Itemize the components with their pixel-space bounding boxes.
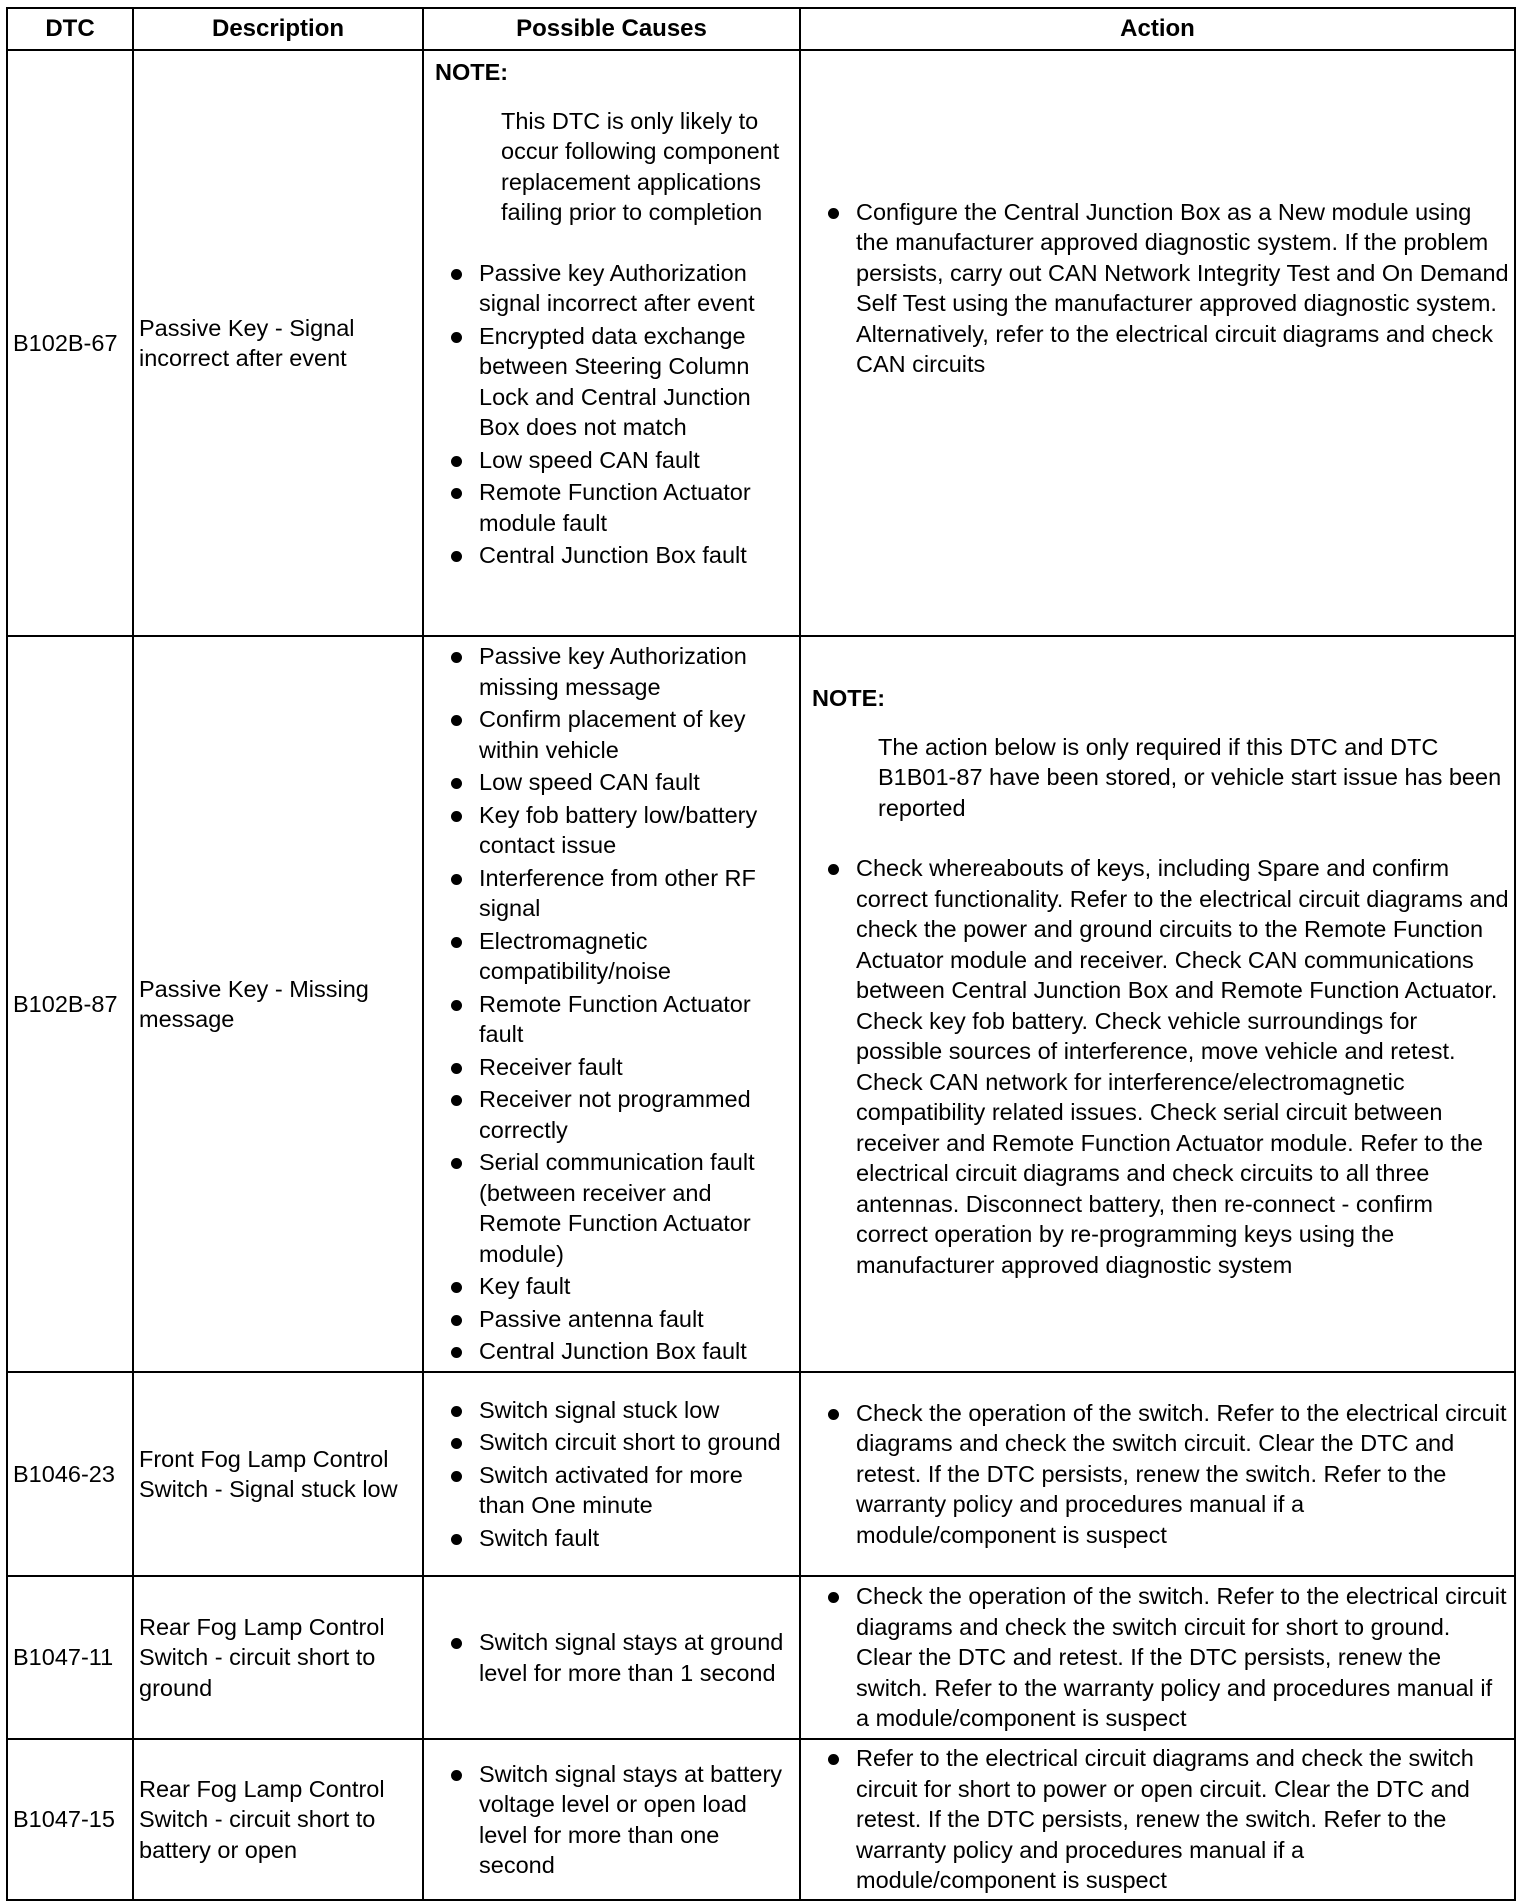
list-item: Remote Function Actuator fault — [429, 989, 794, 1050]
table-row — [7, 1739, 1515, 1900]
action — [800, 1372, 1515, 1576]
action — [800, 636, 1515, 1372]
list-item: Switch fault — [429, 1523, 794, 1554]
dtc-code: B102B-87 — [7, 636, 133, 1372]
list-item: Interference from other RF signal — [429, 863, 794, 924]
list-item: Low speed CAN fault — [429, 767, 794, 798]
possible-causes — [423, 1739, 800, 1900]
actions-list — [806, 1398, 1509, 1551]
header-dtc: DTC — [7, 8, 133, 50]
possible-causes — [423, 636, 800, 1372]
list-item: Switch activated for more than One minute — [429, 1460, 794, 1521]
action — [800, 1576, 1515, 1739]
list-item: Check the operation of the switch. Refer to the electrical circuit diagrams and check the switch circuit. Clear the DTC and retest. If the DTC persists, renew the switch. Refer to the warranty policy and procedures manual if a module/component is suspect — [806, 1398, 1509, 1551]
dtc-code: B1046-23 — [7, 1372, 133, 1576]
list-item: Receiver not programmed correctly — [429, 1084, 794, 1145]
list-item: Check the operation of the switch. Refer to the electrical circuit diagrams and check the switch circuit for short to ground. Clear the DTC and retest. If the DTC persists, renew the switch. Refer to the warranty policy and procedures manual if a module/component is suspect — [806, 1581, 1509, 1734]
actions-list — [806, 1581, 1509, 1734]
list-item: Low speed CAN fault — [429, 445, 794, 476]
dtc-table — [6, 7, 1516, 1901]
table-row — [7, 1576, 1515, 1739]
actions-list — [806, 853, 1509, 1280]
action — [800, 50, 1515, 636]
header-causes: Possible Causes — [423, 8, 800, 50]
list-item: Configure the Central Junction Box as a New module using the manufacturer approved diagnostic system. If the problem persists, carry out CAN Network Integrity Test and On Demand Self Test using the manufacturer approved diagnostic system. Alternatively, refer to the electrical circuit diagrams and check CAN circuits — [806, 197, 1509, 380]
list-item: Switch signal stays at ground level for more than 1 second — [429, 1627, 794, 1688]
list-item: Remote Function Actuator module fault — [429, 477, 794, 538]
note-text: The action below is only required if this DTC and DTC B1B01-87 have been stored, or vehicle start issue has been reported — [878, 733, 1502, 821]
dtc-description: Rear Fog Lamp Control Switch - circuit short to ground — [133, 1576, 423, 1739]
dtc-description: Front Fog Lamp Control Switch - Signal stuck low — [133, 1372, 423, 1576]
dtc-description: Passive Key - Signal incorrect after event — [133, 50, 423, 636]
dtc-description: Rear Fog Lamp Control Switch - circuit short to battery or open — [133, 1739, 423, 1900]
possible-causes — [423, 50, 800, 636]
list-item: Refer to the electrical circuit diagrams and check the switch circuit for short to power or open circuit. Clear the DTC and retest. If the DTC persists, renew the switch. Refer to the warranty policy and procedures manual if a module/component is suspect — [806, 1743, 1509, 1896]
causes-list — [429, 641, 794, 1367]
list-item: Electromagnetic compatibility/noise — [429, 926, 794, 987]
list-item: Passive antenna fault — [429, 1304, 794, 1335]
causes-list — [429, 1759, 794, 1881]
causes-list — [429, 1627, 794, 1688]
actions-list — [806, 1743, 1509, 1896]
actions-list — [806, 197, 1509, 380]
list-item: Key fault — [429, 1271, 794, 1302]
header-action: Action — [800, 8, 1515, 50]
list-item: Receiver fault — [429, 1052, 794, 1083]
list-item: Encrypted data exchange between Steering Column Lock and Central Junction Box does not match — [429, 321, 794, 443]
list-item: Key fob battery low/battery contact issue — [429, 800, 794, 861]
table-row — [7, 636, 1515, 1372]
note-label: NOTE: — [435, 59, 509, 85]
action — [800, 1739, 1515, 1900]
causes-list — [429, 1395, 794, 1554]
list-item: Switch signal stays at battery voltage level or open load level for more than one second — [429, 1759, 794, 1881]
list-item: Passive key Authorization signal incorrect after event — [429, 258, 794, 319]
list-item: Central Junction Box fault — [429, 540, 794, 571]
note-label: NOTE: — [812, 685, 886, 711]
table-row — [7, 50, 1515, 636]
dtc-code: B102B-67 — [7, 50, 133, 636]
table-row — [7, 1372, 1515, 1576]
list-item: Check whereabouts of keys, including Spare and confirm correct functionality. Refer to the electrical circuit diagrams and check the power and ground circuits to the Remote Function Actuator module and receiver. Check CAN communications between Central Junction Box and Remote Function Actuator. Check key fob battery. Check vehicle surroundings for possible sources of interference, move vehicle and retest. Check CAN network for interference/electromagnetic compatibility related issues. Check serial circuit between receiver and Remote Function Actuator module. Refer to the electrical circuit diagrams and check circuits to all three antennas. Disconnect battery, then re-connect - confirm correct operation by re-programming keys using the manufacturer approved diagnostic system — [806, 853, 1509, 1280]
list-item: Confirm placement of key within vehicle — [429, 704, 794, 765]
list-item: Switch signal stuck low — [429, 1395, 794, 1426]
list-item: Serial communication fault (between receiver and Remote Function Actuator module) — [429, 1147, 794, 1269]
note-text: This DTC is only likely to occur following component replacement applications failing prior to completion — [501, 107, 780, 225]
list-item: Passive key Authorization missing message — [429, 641, 794, 702]
header-row — [7, 8, 1515, 50]
dtc-description: Passive Key - Missing message — [133, 636, 423, 1372]
causes-list — [429, 258, 794, 571]
dtc-code: B1047-15 — [7, 1739, 133, 1900]
possible-causes — [423, 1372, 800, 1576]
possible-causes — [423, 1576, 800, 1739]
list-item: Switch circuit short to ground — [429, 1427, 794, 1458]
list-item: Central Junction Box fault — [429, 1336, 794, 1367]
header-description: Description — [133, 8, 423, 50]
dtc-code: B1047-11 — [7, 1576, 133, 1739]
